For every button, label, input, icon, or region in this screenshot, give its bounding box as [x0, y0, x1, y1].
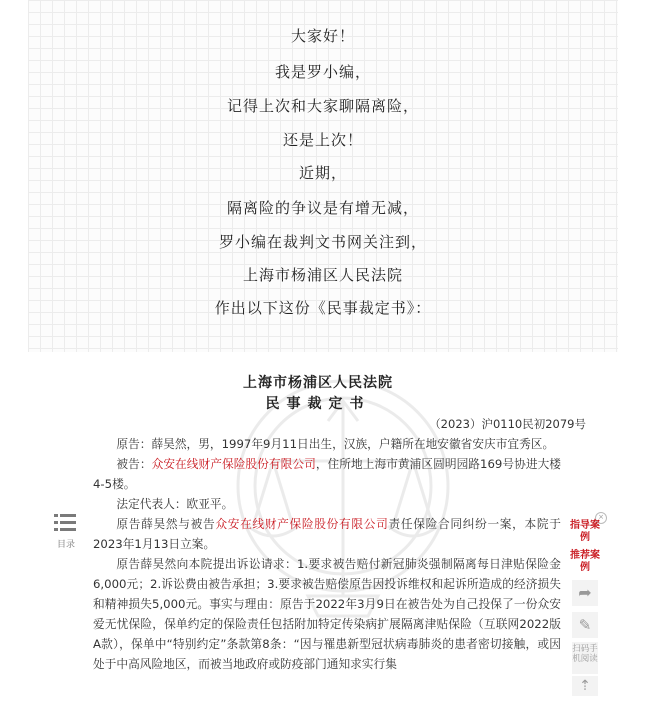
close-icon[interactable]: ×: [595, 512, 607, 524]
case-suffix: 责任保险合同纠纷一案，本院于2023年1月13日立案。: [93, 517, 561, 551]
menu-bullet: [54, 514, 58, 517]
menu-bullet: [54, 521, 58, 524]
defendant-company-link[interactable]: 众安在线财产保险股份有限公司: [151, 457, 316, 471]
menu-line: [60, 521, 76, 524]
recommended-cases-link[interactable]: 推荐案例: [570, 550, 600, 573]
side-toolbar: [570, 512, 604, 697]
case-company-link[interactable]: 众安在线财产保险股份有限公司: [215, 517, 389, 531]
defendant-address: ，住所地上海市黄浦区圆明园路169号协进大楼4-5楼。: [93, 457, 561, 491]
court-name: 上海市杨浦区人民法院: [243, 375, 393, 391]
intro-line: 上海市杨浦区人民法院: [242, 266, 403, 284]
defendant-paragraph: [93, 454, 561, 494]
catalog-label: 目录: [56, 540, 75, 550]
intro-line: 大家好！: [290, 27, 355, 45]
court-document: [40, 352, 596, 708]
intro-line: 近期，: [298, 164, 347, 182]
intro-line: 我是罗小编，: [274, 63, 371, 81]
legal-representative: 法定代表人：欧亚平。: [116, 497, 234, 511]
plaintiff-paragraph: 原告：薛昊然，男，1997年9月11日出生，汉族，户籍所在地安徽省安庆市宜秀区。: [116, 437, 555, 451]
share-icon[interactable]: ➦: [572, 580, 598, 606]
intro-line: 记得上次和大家聊隔离险，: [226, 97, 419, 115]
menu-line: [60, 528, 76, 531]
claims-paragraph: 原告薛昊然向本院提出诉讼请求：1.要求被告赔付新冠肺炎强制隔离每日津贴保险金6,000元；2.诉讼费由被告承担；3.要求被告赔偿原告因投诉维权和起诉所造成的经济损失和精神损失5,000元。事实与理由：原告于2022年3月9日在被告处为自己投保了一份众安爱无忧保险，保单约定的保险责任包括附加特定传染病扩展隔离津贴保险（互联网2022版A款），保单中“特别约定”条款第8条：“因与罹患新型冠状病毒肺炎的患者密切接触，或因处于中高风险地区，而被当地政府或防疫部门通知求实行集: [93, 557, 561, 671]
document-type: 民事裁定书: [265, 396, 371, 412]
mobile-read-qr-button[interactable]: 扫码手机阅读: [572, 642, 598, 674]
document-body: [93, 434, 561, 674]
edit-icon[interactable]: ✎: [572, 612, 598, 638]
menu-bullet: [54, 528, 58, 531]
menu-line: [60, 514, 76, 517]
defendant-prefix: 被告：: [116, 457, 152, 471]
guide-cases-link[interactable]: 指导案例: [570, 520, 600, 543]
case-number: （2023）沪0110民初2079号: [429, 417, 586, 431]
back-to-top-icon[interactable]: ⇡: [572, 676, 598, 696]
catalog-menu-button[interactable]: [54, 512, 78, 550]
intro-line: 罗小编在裁判文书网关注到，: [218, 233, 427, 251]
intro-line: 隔离险的争议是有增无减，: [226, 199, 419, 217]
case-paragraph: [93, 514, 561, 554]
intro-line: 作出以下这份《民事裁定书》：: [214, 299, 432, 317]
intro-line: 还是上次！: [282, 131, 363, 149]
case-prefix: 原告薛昊然与被告: [116, 517, 216, 531]
